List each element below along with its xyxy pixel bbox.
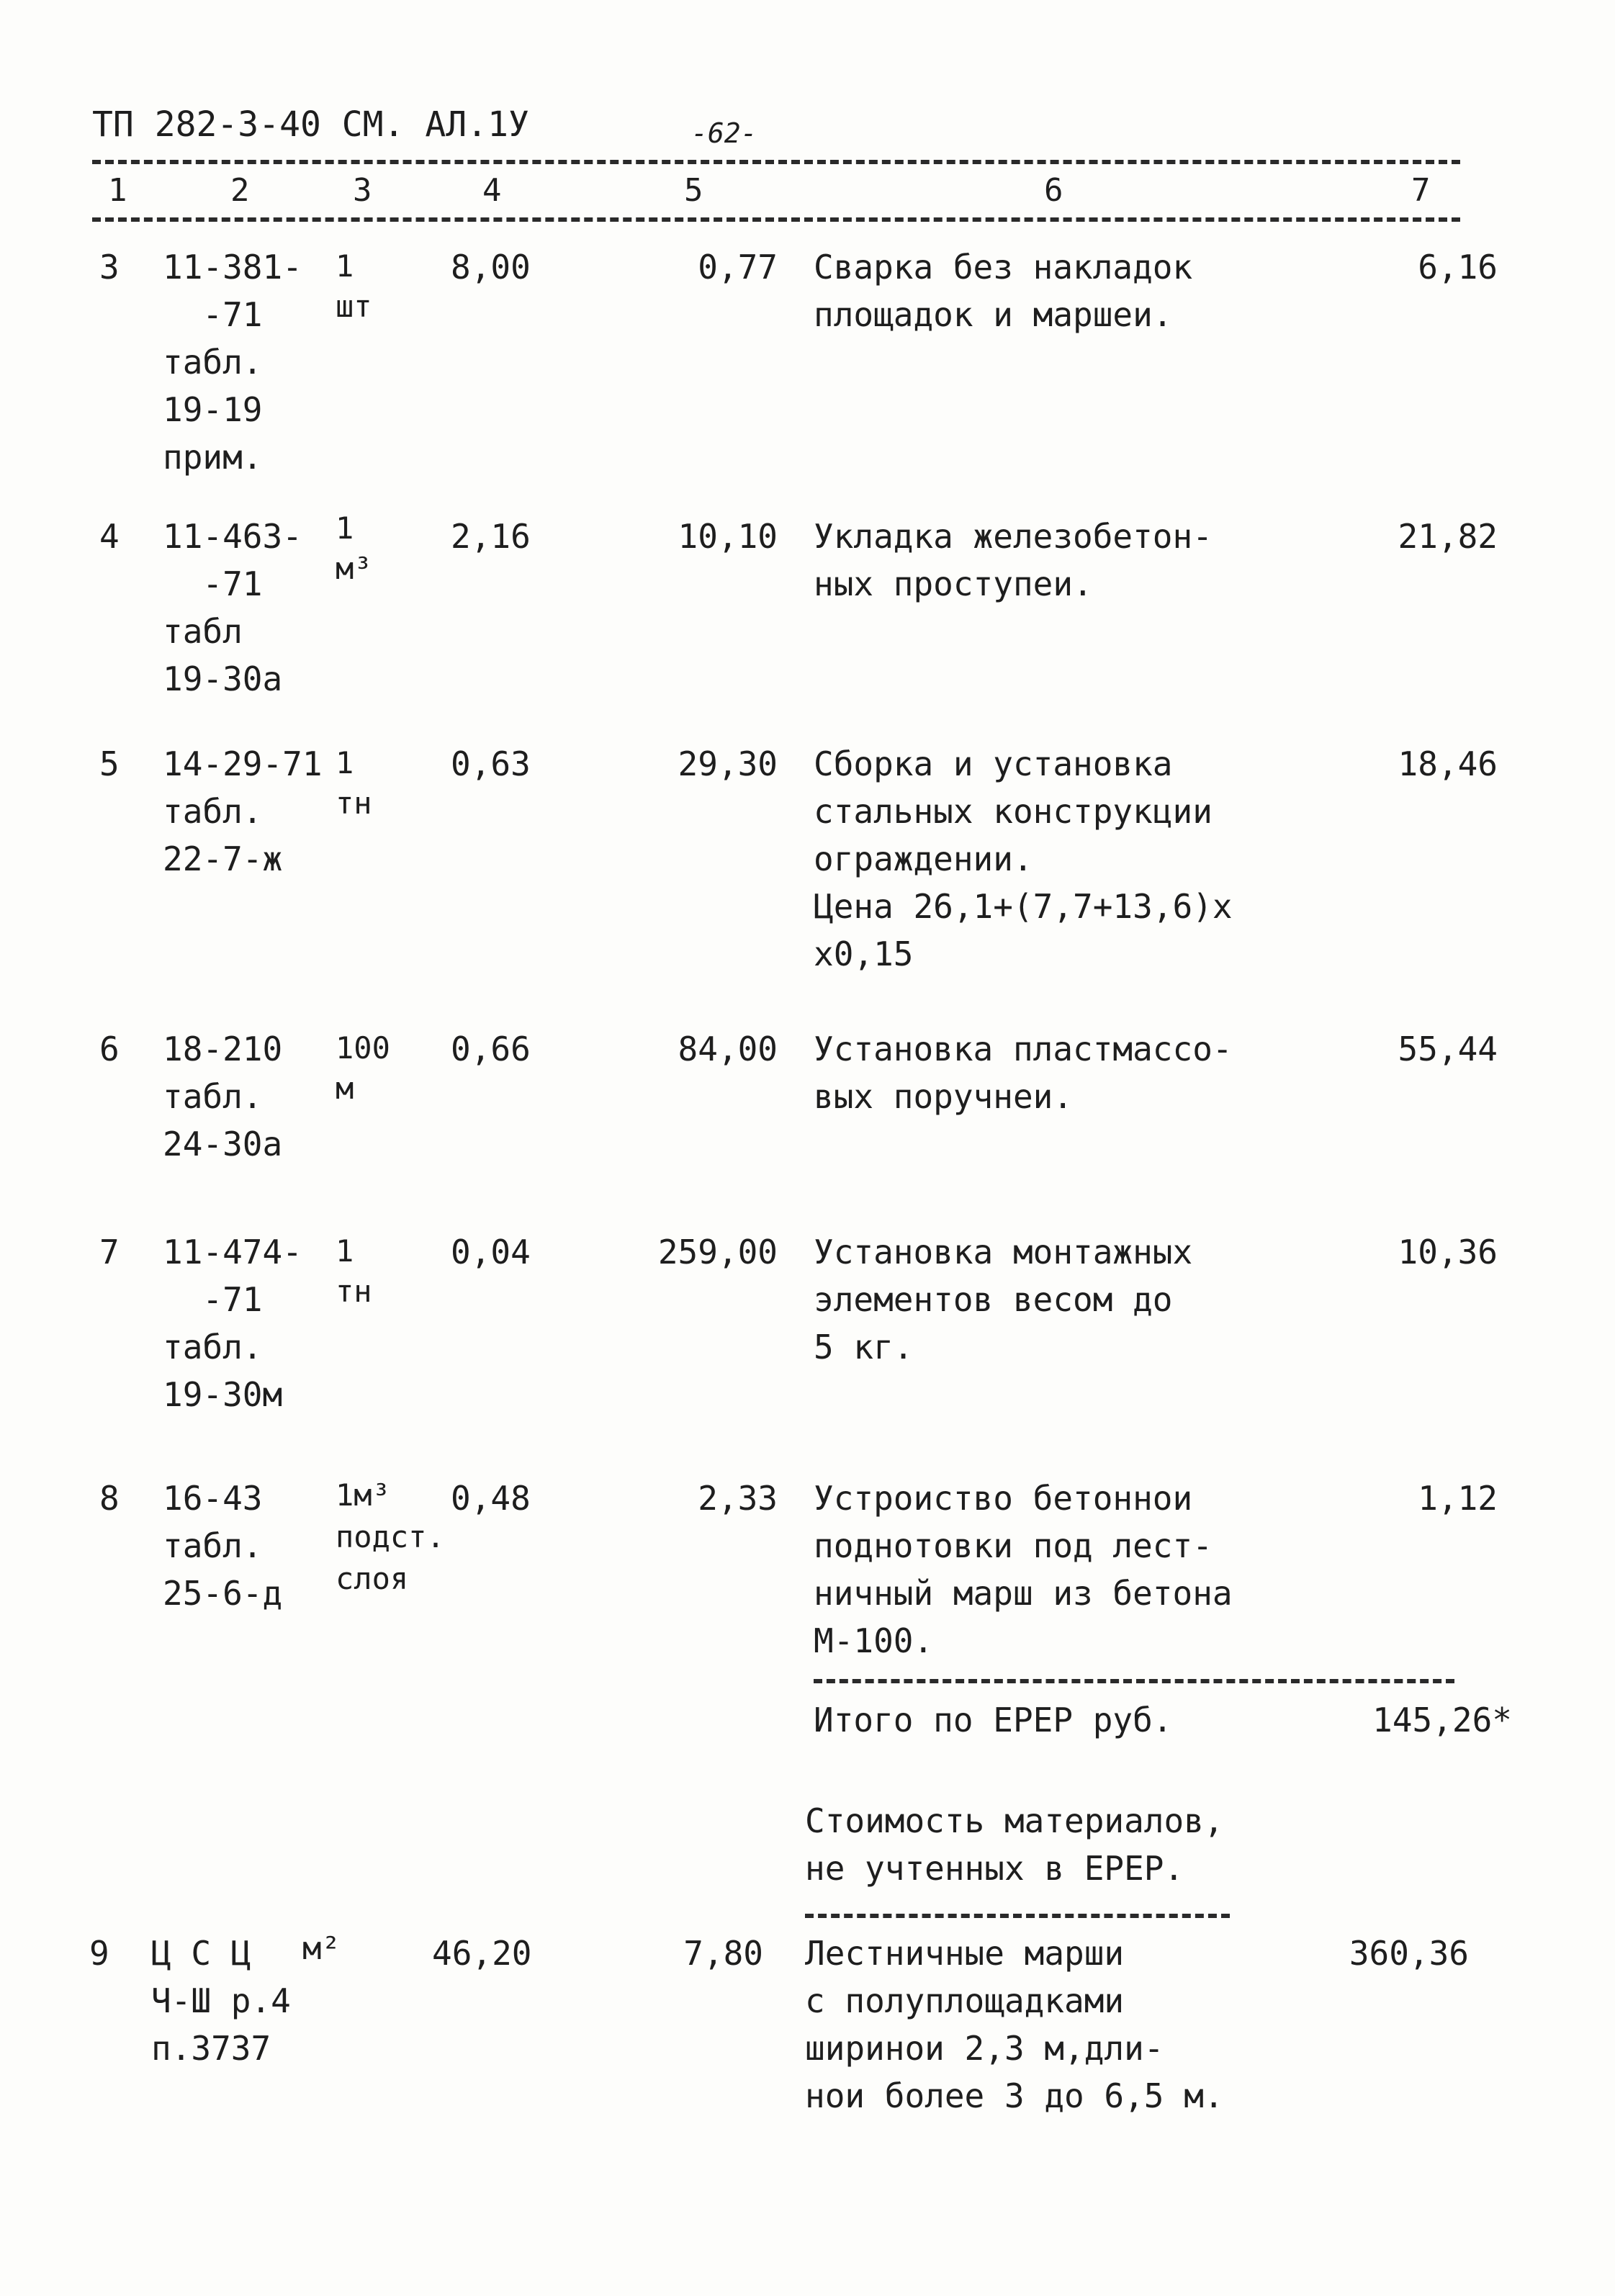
materials-note: Стоимость материалов, не учтенных в ЕРЕР.: [805, 1801, 1224, 1888]
header-divider-bottom: [92, 217, 1460, 222]
unit-price: 10,10: [678, 517, 778, 556]
quantity: 46,20: [432, 1934, 532, 1973]
unit-price: 259,00: [657, 1233, 778, 1271]
quantity: 0,04: [451, 1233, 531, 1271]
page-number: -62-: [691, 117, 757, 149]
work-description: Установка монтажных элементов весом до 5 кг.: [814, 1233, 1193, 1367]
norm-code: 11-463- -71 табл 19-30а: [163, 517, 302, 698]
norm-code: 16-43 табл. 25-6-д: [163, 1479, 283, 1613]
row-number: 9: [89, 1934, 109, 1973]
row-number: 6: [99, 1030, 120, 1068]
row-number: 8: [99, 1479, 120, 1518]
materials-divider: [805, 1914, 1230, 1918]
row-number: 5: [99, 744, 120, 783]
unit: м²: [302, 1930, 341, 1967]
norm-code: 18-210 табл. 24-30а: [163, 1030, 283, 1163]
column-number-3: 3: [353, 172, 372, 209]
document-code: ТП 282-3-40 СМ. АЛ.1У: [92, 104, 529, 145]
unit-price: 7,80: [683, 1934, 763, 1973]
column-number-1: 1: [108, 172, 127, 209]
subtotal-value: 145,26*: [1372, 1701, 1512, 1739]
subtotal-divider: [814, 1679, 1454, 1683]
unit-price: 84,00: [678, 1030, 778, 1068]
row-number: 7: [99, 1233, 120, 1271]
row-number: 3: [99, 248, 120, 287]
quantity: 0,66: [451, 1030, 531, 1068]
total-cost: 55,44: [1398, 1030, 1498, 1068]
quantity: 0,48: [451, 1479, 531, 1518]
total-cost: 1,12: [1418, 1479, 1498, 1518]
total-cost: 21,82: [1398, 517, 1498, 556]
header-divider-top: [92, 160, 1460, 164]
column-number-7: 7: [1411, 172, 1431, 209]
column-number-2: 2: [230, 172, 250, 209]
norm-code: 14-29-71 табл. 22-7-ж: [163, 744, 323, 878]
unit: 1м³ подст. слоя: [336, 1477, 445, 1596]
quantity: 0,63: [451, 744, 531, 783]
unit-price: 29,30: [678, 744, 778, 783]
norm-code: 11-474- -71 табл. 19-30м: [163, 1233, 302, 1414]
unit: 1 шт: [336, 248, 372, 324]
norm-code: Ц С Ц Ч-Ш р.4 п.3737: [151, 1934, 291, 2068]
column-number-5: 5: [684, 172, 703, 209]
work-description: Установка пластмассо- вых поручнеи.: [814, 1030, 1233, 1116]
quantity: 8,00: [451, 248, 531, 287]
unit: 100 м: [336, 1030, 390, 1106]
total-cost: 360,36: [1349, 1934, 1469, 1973]
unit: 1 тн: [336, 745, 372, 821]
unit-price: 0,77: [698, 248, 778, 287]
subtotal-label: Итого по ЕРЕР руб.: [814, 1701, 1173, 1739]
unit: 1 м³: [336, 510, 372, 586]
norm-code: 11-381- -71 табл. 19-19 прим.: [163, 248, 302, 477]
work-description: Лестничные марши с полуплощадками ширинои 2,3 м,дли- нои более 3 до 6,5 м.: [805, 1934, 1224, 2115]
total-cost: 10,36: [1398, 1233, 1498, 1271]
column-number-6: 6: [1044, 172, 1063, 209]
total-cost: 6,16: [1418, 248, 1498, 287]
work-description: Сварка без накладок площадок и маршеи.: [814, 248, 1193, 334]
quantity: 2,16: [451, 517, 531, 556]
unit: 1 тн: [336, 1233, 372, 1309]
column-number-4: 4: [482, 172, 502, 209]
work-description: Укладка железобетон- ных проступеи.: [814, 517, 1213, 603]
total-cost: 18,46: [1398, 744, 1498, 783]
work-description: Устроиство бетоннои поднотовки под лест- ничный марш из бетона М-100.: [814, 1479, 1233, 1660]
work-description: Сборка и установка стальных конструкции ограждении. Цена 26,1+(7,7+13,6)x x0,15: [814, 744, 1233, 973]
row-number: 4: [99, 517, 120, 556]
unit-price: 2,33: [698, 1479, 778, 1518]
